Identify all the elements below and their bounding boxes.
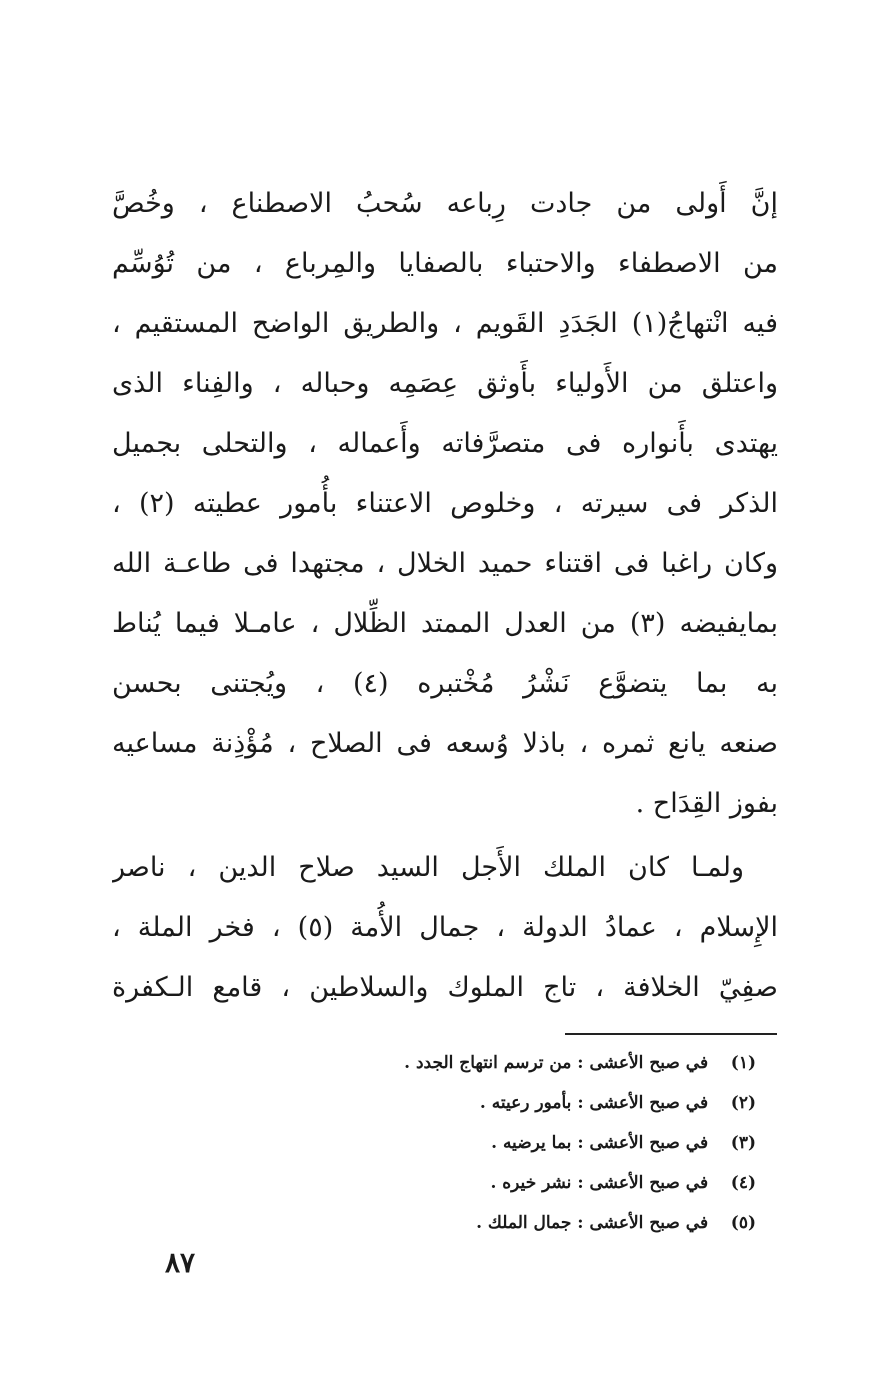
text-line: يهتدى بأَنواره فى متصرَّفاته وأَعماله ، والتحلى بجميل: [112, 428, 778, 459]
footnote-item: [300, 1203, 756, 1243]
text-line: من الاصطفاء والاحتباء بالصفايا والمِرباع ، من تُوُسِّم: [112, 248, 778, 279]
text-line: صفِيّ الخلافة ، تاج الملوك والسلاطين ، قامع الـكفرة: [112, 972, 778, 1003]
footnote-text: في صبح الأعشى : نشر خيره .: [490, 1173, 709, 1193]
text-line: ولمـا كان الملك الأَجل السيد صلاح الدين ، ناصر: [112, 852, 744, 883]
footnote-number: (٢): [730, 1093, 756, 1113]
footnote-item: [300, 1043, 756, 1083]
text-line: الذكر فى سيرته ، وخلوص الاعتناء بأُمور عطيته (٢) ،: [112, 488, 778, 519]
text-line: صنعه يانع ثمره ، باذلا وُسعه فى الصلاح ، مُؤْذِنة مساعيه: [112, 728, 778, 759]
text-line: الإِسلام ، عمادُ الدولة ، جمال الأُمة (٥) ، فخر الملة ،: [112, 912, 778, 943]
main-paragraph-2: [112, 838, 778, 1018]
text-line: إنَّ أَولى من جادت رِباعه سُحبُ الاصطناع ، وخُصَّ: [112, 188, 778, 219]
page-number: ٨٧: [164, 1246, 196, 1279]
footnote-text: في صبح الأعشى : بأمور رعيته .: [479, 1093, 709, 1113]
footnote-text: في صبح الأعشى : من ترسم انتهاج الجدد .: [404, 1053, 709, 1073]
footnote-number: (٥): [730, 1213, 756, 1233]
text-line: بفوز القِدَاح .: [635, 788, 778, 819]
text-line: واعتلق من الأَولياء بأَوثق عِصَمِه وحباله ، والفِناء الذى: [112, 368, 778, 399]
footnote-item: [300, 1083, 756, 1123]
footnote-text: في صبح الأعشى : بما يرضيه .: [491, 1133, 709, 1153]
text-line: بمايفيضه (٣) من العدل الممتد الظِّلال ، عامـلا فيما يُناط: [112, 608, 778, 639]
footnote-separator-rule: [565, 1033, 777, 1035]
footnote-number: (٣): [730, 1133, 756, 1153]
footnote-item: [300, 1123, 756, 1163]
text-line: فيه انْتهاجُ(١) الجَدَدِ القَويم ، والطريق الواضح المستقيم ،: [112, 308, 778, 339]
footnote-number: (٤): [730, 1173, 756, 1193]
footnotes-list: [300, 1043, 756, 1243]
main-paragraph-1: [112, 174, 778, 834]
text-line: به بما يتضوَّع نَشْرُ مُخْتبره (٤) ، ويُجتنى بحسن: [112, 668, 778, 699]
footnote-text: في صبح الأعشى : جمال الملك .: [476, 1213, 709, 1233]
footnote-item: [300, 1163, 756, 1203]
text-line: وكان راغبا فى اقتناء حميد الخلال ، مجتهدا فى طاعـة الله: [112, 548, 778, 579]
footnote-number: (١): [730, 1053, 756, 1073]
